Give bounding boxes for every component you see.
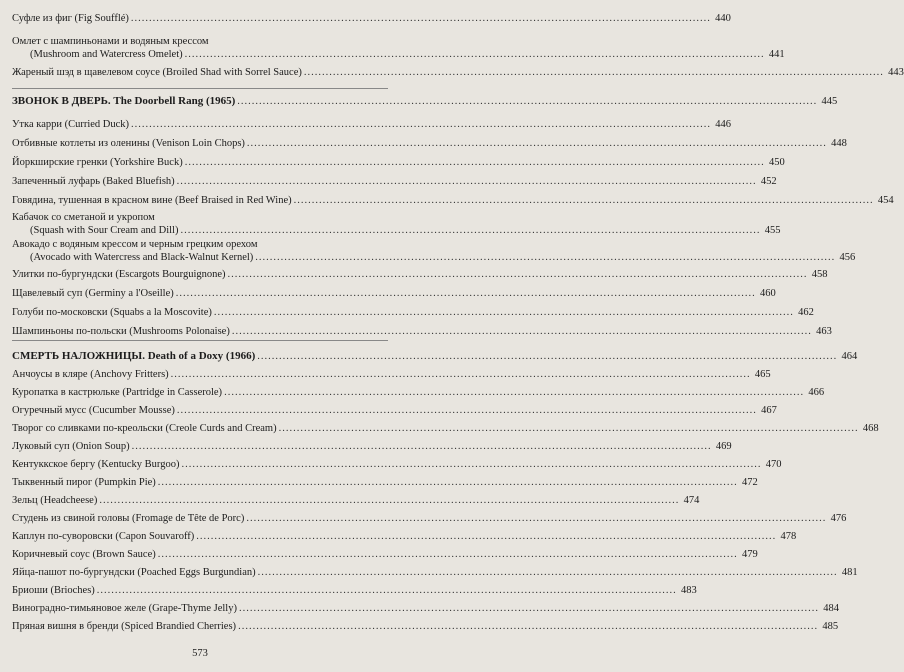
entry-page-number: 468 — [862, 423, 879, 434]
entry-page-number: 467 — [761, 405, 777, 416]
toc-entry — [12, 66, 904, 79]
dot-leader — [239, 602, 819, 615]
toc-entry — [12, 476, 758, 489]
toc-entry — [12, 156, 785, 169]
entry-title: Творог со сливками по-креольски (Creole Curds and Cream) — [12, 423, 277, 434]
entry-title: Улитки по-бургундски (Escargots Bourguignone) — [12, 269, 226, 280]
entry-title: ЗВОНОК В ДВЕРЬ. The Doorbell Rang (1965) — [12, 95, 236, 107]
entry-title: Каплун по-суворовски (Capon Souvaroff) — [12, 531, 195, 542]
entry-title-continued: (Avocado with Watercress and Black-Walnut Kernel) — [30, 252, 254, 263]
entry-page-number: 484 — [823, 603, 839, 614]
entry-page-number: 448 — [831, 138, 847, 149]
entry-page-number: 466 — [808, 387, 825, 398]
toc-entry — [12, 584, 697, 597]
entry-page-number: 455 — [764, 225, 781, 236]
toc-entry — [12, 404, 777, 417]
dot-leader — [97, 584, 677, 597]
entry-page-number: 465 — [754, 369, 771, 380]
entry-title: Запеченный луфарь (Baked Bluefish) — [12, 176, 175, 187]
toc-entry — [12, 268, 828, 281]
dot-leader — [214, 306, 794, 319]
entry-title: Виноградно-тимьяновое желе (Grape-Thyme Jelly) — [12, 603, 237, 614]
entry-page-number: 454 — [877, 195, 894, 206]
dot-leader — [185, 156, 765, 169]
entry-title: Утка карри (Curried Duck) — [12, 119, 130, 130]
entry-title: Йоркширские гренки (Yorkshire Buck) — [12, 157, 183, 168]
toc-entry — [12, 602, 839, 615]
entry-title: Пряная вишня в бренди (Spiced Brandied Cherries) — [12, 621, 237, 632]
toc-entry — [12, 194, 894, 207]
page-number: 573 — [192, 648, 208, 659]
toc-entry — [12, 512, 847, 525]
divider — [12, 88, 388, 89]
divider — [12, 340, 388, 341]
toc-entry — [12, 368, 771, 381]
toc-entry — [12, 137, 847, 150]
toc-entry — [12, 620, 839, 633]
entry-title: Щавелевый суп (Germiny a l'Oseille) — [12, 288, 174, 299]
dot-leader — [132, 440, 712, 453]
dot-leader — [196, 530, 776, 543]
entry-title: Шампиньоны по-польски (Mushrooms Polonaise) — [12, 326, 230, 337]
entry-title: Кабачок со сметаной и укропом — [12, 212, 155, 223]
entry-page-number: 476 — [830, 513, 847, 524]
entry-page-number: 481 — [841, 567, 858, 578]
entry-page-number: 443 — [888, 67, 904, 78]
toc-entry — [12, 211, 781, 237]
toc-entry — [12, 440, 732, 453]
dot-leader — [185, 48, 765, 61]
entry-page-number: 469 — [715, 441, 732, 452]
entry-title: Огуречный мусс (Cucumber Mousse) — [12, 405, 175, 416]
entry-title: Жареный шэд в щавелевом соусе (Broiled Shad with Sorrel Sauce) — [12, 67, 302, 78]
entry-title-continued: (Mushroom and Watercress Omelet) — [30, 49, 183, 60]
entry-title: Яйца-пашот по-бургундски (Poached Eggs Burgundian) — [12, 567, 256, 578]
dot-leader — [228, 268, 808, 281]
entry-title: Зельц (Headcheese) — [12, 495, 98, 506]
toc-entry — [12, 325, 832, 338]
section-heading — [12, 350, 858, 363]
dot-leader — [257, 350, 837, 363]
dot-leader — [238, 620, 818, 633]
dot-leader — [224, 386, 804, 399]
entry-title: Говядина, тушенная в красном вине (Beef Braised in Red Wine) — [12, 195, 292, 206]
entry-title: Куропатка в кастрюльке (Partridge in Casserole) — [12, 387, 223, 398]
dot-leader — [177, 175, 757, 188]
entry-page-number: 463 — [816, 326, 832, 337]
entry-page-number: 483 — [681, 585, 697, 596]
entry-page-number: 479 — [741, 549, 758, 560]
entry-title: Авокадо с водяным крессом и черным грецким орехом — [12, 239, 258, 250]
dot-leader — [158, 476, 738, 489]
dot-leader — [255, 251, 835, 264]
entry-page-number: 446 — [715, 119, 732, 130]
dot-leader — [177, 404, 757, 417]
toc-entry — [12, 566, 858, 579]
entry-title: Кентуккское бергу (Kentucky Burgoo) — [12, 459, 180, 470]
entry-page-number: 485 — [822, 621, 839, 632]
entry-title: Анчоусы в кляре (Anchovy Fritters) — [12, 369, 169, 380]
toc-entry — [12, 35, 785, 61]
dot-leader — [247, 137, 827, 150]
entry-title: Тыквенный пирог (Pumpkin Pie) — [12, 477, 156, 488]
dot-leader — [131, 118, 711, 131]
dot-leader — [181, 458, 761, 471]
dot-leader — [171, 368, 751, 381]
toc-entry — [12, 306, 814, 319]
dot-leader — [246, 512, 826, 525]
dot-leader — [131, 12, 711, 25]
entry-title: Бриоши (Brioches) — [12, 585, 95, 596]
entry-page-number: 460 — [760, 288, 776, 299]
entry-page-number: 452 — [760, 176, 777, 187]
entry-title: Суфле из фиг (Fig Soufflé) — [12, 13, 129, 24]
entry-page-number: 450 — [768, 157, 785, 168]
toc-entry — [12, 12, 731, 25]
entry-page-number: 464 — [841, 351, 858, 362]
entry-page-number: 458 — [811, 269, 828, 280]
toc-entry — [12, 458, 782, 471]
toc-entry — [12, 548, 758, 561]
entry-title: Коричневый соус (Brown Sauce) — [12, 549, 156, 560]
section-heading — [12, 95, 838, 108]
dot-leader — [176, 287, 756, 300]
entry-page-number: 445 — [821, 96, 838, 107]
entry-page-number: 441 — [768, 49, 785, 60]
entry-page-number: 470 — [765, 459, 782, 470]
toc-entry — [12, 494, 700, 507]
entry-page-number: 440 — [715, 13, 731, 24]
entry-title-continued: (Squash with Sour Cream and Dill) — [30, 225, 179, 236]
entry-title: Отбивные котлеты из оленины (Venison Loin Chops) — [12, 138, 245, 149]
dot-leader — [279, 422, 859, 435]
toc-entry — [12, 118, 732, 131]
dot-leader — [237, 95, 817, 108]
dot-leader — [294, 194, 874, 207]
entry-title: Омлет с шампиньонами и водяным крессом — [12, 36, 209, 47]
toc-entry — [12, 386, 825, 399]
toc-entry — [12, 175, 777, 188]
dot-leader — [304, 66, 884, 79]
entry-page-number: 478 — [780, 531, 797, 542]
entry-page-number: 474 — [683, 495, 700, 506]
entry-page-number: 472 — [742, 477, 758, 488]
dot-leader — [258, 566, 838, 579]
toc-entry — [12, 530, 797, 543]
entry-title: СМЕРТЬ НАЛОЖНИЦЫ. Death of a Doxy (1966) — [12, 350, 256, 362]
entry-title: Студень из свиной головы (Fromage de Tête de Porc) — [12, 513, 245, 524]
dot-leader — [180, 224, 760, 237]
entry-title: Голуби по-московски (Squabs a la Moscovite) — [12, 307, 212, 318]
toc-entry — [12, 287, 776, 300]
entry-title: Луковый суп (Onion Soup) — [12, 441, 130, 452]
dot-leader — [158, 548, 738, 561]
dot-leader — [99, 494, 679, 507]
toc-entry — [12, 238, 856, 264]
dot-leader — [232, 325, 812, 338]
entry-page-number: 456 — [839, 252, 856, 263]
entry-page-number: 462 — [798, 307, 814, 318]
toc-entry — [12, 422, 879, 435]
